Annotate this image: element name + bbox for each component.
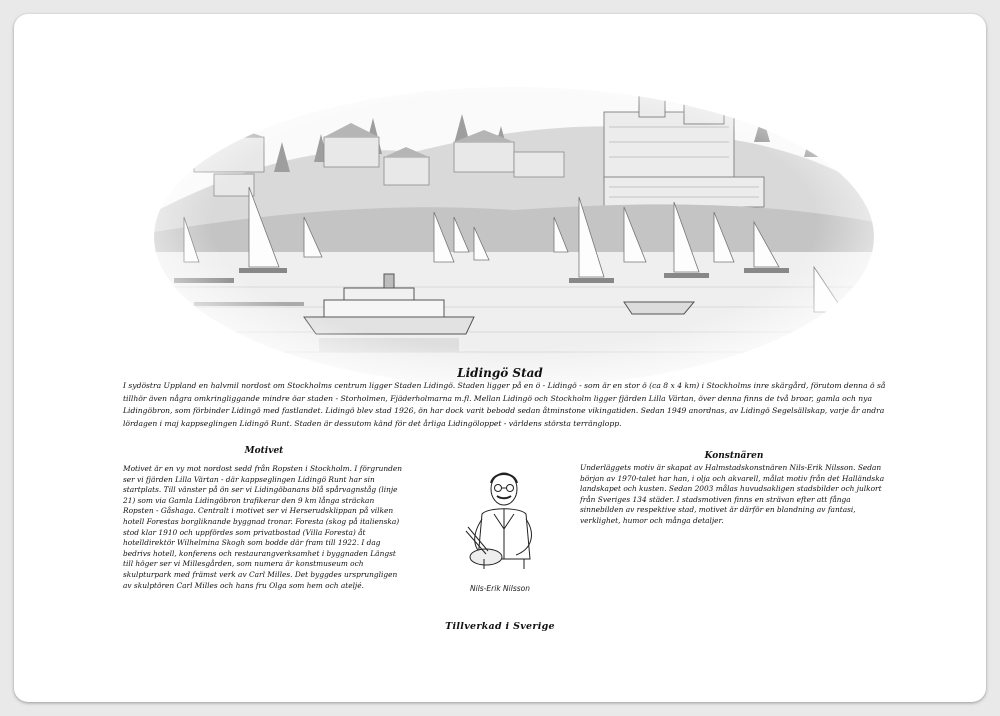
motivet-paragraph: Motivet är en vy mot nordost sedd från Ropsten i Stockholm. I förgrunden ser vi fjärden Lilla Värtan - där kappseglingen Lidingö Runt har sin startplats. Till vänster på ön ser vi Lidingöbanans blå spårvagnståg (linje 21) som via Gamla Lidingöbron trafikerar den 9 km långa sträckan Ropsten - Gåshaga. Centralt i motivet ser vi Herserudsklippan på vilken hotell Forestas borgliknande byggnad tronar. Foresta (skog på italienska) stod klar 1910 och uppfördes som privatbostad (Villa Foresta) åt hotelldirektör Wilhelmina Skogh som bodde där fram till 1922. I dag bedrivs hotell, konferens och restaurangverksamhet i byggnaden Längst till höger ser vi Millesgården, som numera är konstmuseum och skulpturpark med främst verk av Carl Milles. Det byggdes ursprungligen av skulptören Carl Milles och hans fru Olga som hem och ateljé. xyxy=(123,464,402,590)
motivet-heading: Motivet xyxy=(244,446,284,456)
artist-portrait xyxy=(454,459,546,604)
placemat-sheet xyxy=(14,14,986,702)
konstnaren-heading: Konstnären xyxy=(704,451,764,461)
harbor-illustration xyxy=(154,82,874,382)
footer-made-in-sweden: Tillverkad i Sverige xyxy=(445,621,555,632)
page-title: Lidingö Stad xyxy=(457,366,543,380)
intro-paragraph: I sydöstra Uppland en halvmil nordost om Stockholms centrum ligger Staden Lidingö. Staden ligger på en ö - Lidingö - som är en stor ö (ca 8 x 4 km) i Stockholms inre skärgård, förutom denna ö så tillhör även några omkringliggande mindre öar staden - Storholmen, Fjäderholmarna m.fl. Mellan Lidingö och Stockholm ligger fjärden Lilla Värtan, över denna finns de två broar, gamla och nya Lidingöbron, som förbinder Lidingö med fastlandet. Lidingö blev stad 1926, ön har dock varit bebodd sedan åtminstone vikingatiden. Sedan 1949 anordnas, av Lidingö Segelsällskap, varje år andra lördagen i maj kappseglingen Lidingö Runt. Staden är dessutom känd för det årliga Lidingöloppet - världens största terränglopp. xyxy=(123,381,886,428)
artist-signature: Nils-Erik Nilsson xyxy=(470,584,530,593)
konstnaren-paragraph: Underläggets motiv är skapat av Halmstadskonstnären Nils-Erik Nilsson. Sedan början av 1970-talet har han, i olja och akvarell, målat motiv från det Halländska landskapet och kusten. Sedan 2003 målas huvudsakligen stadsbilder och julkort från Sveriges 134 städer. I stadsmotiven finns en strävan efter att fånga sinnebilden av respektive stad, motivet är därför en blandning av fantasi, verklighet, humor och många detaljer. xyxy=(580,463,885,525)
